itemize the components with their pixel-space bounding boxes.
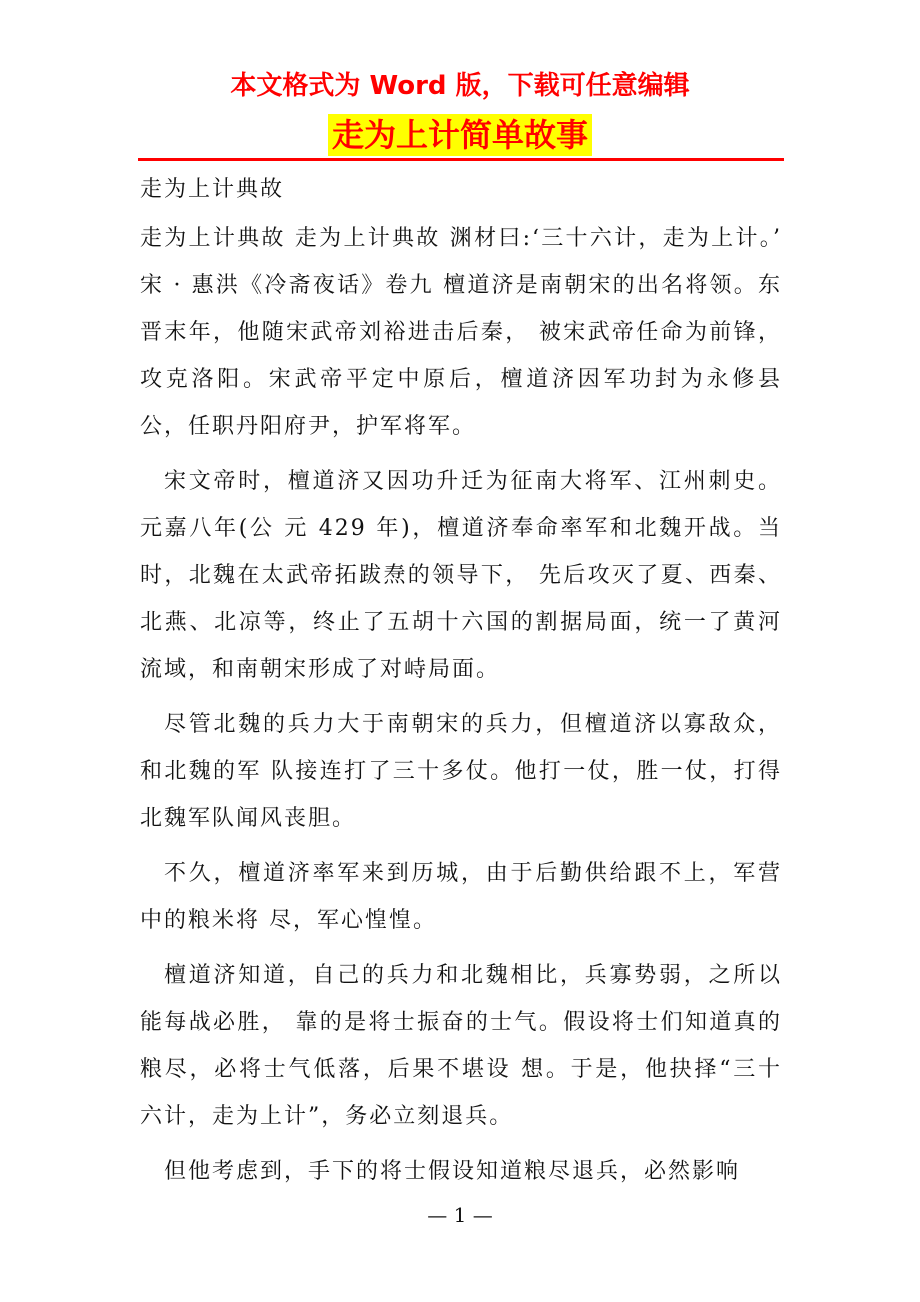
page-number: — 1 —: [427, 1203, 493, 1227]
section-subheading: 走为上计典故: [140, 177, 285, 202]
document-title: 走为上计简单故事: [328, 114, 592, 156]
paragraph: 走为上计典故 走为上计典故 渊材曰:‘三十六计，走为上计。’ 宋 · 惠洪《冷斋夜话》卷九 檀道济是南朝宋的出名将领。东晋末年，他随宋武帝刘裕进击后秦， 被宋武帝任命为前锋，攻克洛阳。宋武帝平定中原后，檀道济因军功封为永修县 公，任职丹阳府尹，护军将军。: [140, 226, 782, 439]
download-notice: 本文格式为 Word 版，下载可任意编辑: [230, 71, 690, 101]
paragraph: 但他考虑到，手下的将士假设知道粮尽退兵，必然影响: [164, 1159, 741, 1184]
title-container: [0, 114, 920, 156]
paragraph: 宋文帝时，檀道济又因功升迁为征南大将军、江州刺史。元嘉八年(公 元 429 年)，檀道济奉命率军和北魏开战。当时，北魏在太武帝拓跋焘的领导下， 先后攻灭了夏、西秦、北燕、北凉等，终止了五胡十六国的割据局面，统一了黄河流域，和南朝宋形成了对峙局面。: [140, 469, 782, 682]
paragraph: 檀道济知道，自己的兵力和北魏相比，兵寡势弱，之所以能每战必胜， 靠的是将士振奋的士气。假设将士们知道真的粮尽，必将士气低落，后果不堪设 想。于是，他抉择“三十六计，走为上计”，务必立刻退兵。: [140, 963, 782, 1129]
title-divider: [138, 158, 784, 161]
paragraph: 尽管北魏的兵力大于南朝宋的兵力，但檀道济以寡敌众，和北魏的军 队接连打了三十多仗。他打一仗，胜一仗，打得北魏军队闻风丧胆。: [140, 712, 782, 831]
paragraph: 不久，檀道济率军来到历城，由于后勤供给跟不上，军营中的粮米将 尽，军心惶惶。: [140, 861, 782, 933]
document-body: [140, 166, 782, 1195]
